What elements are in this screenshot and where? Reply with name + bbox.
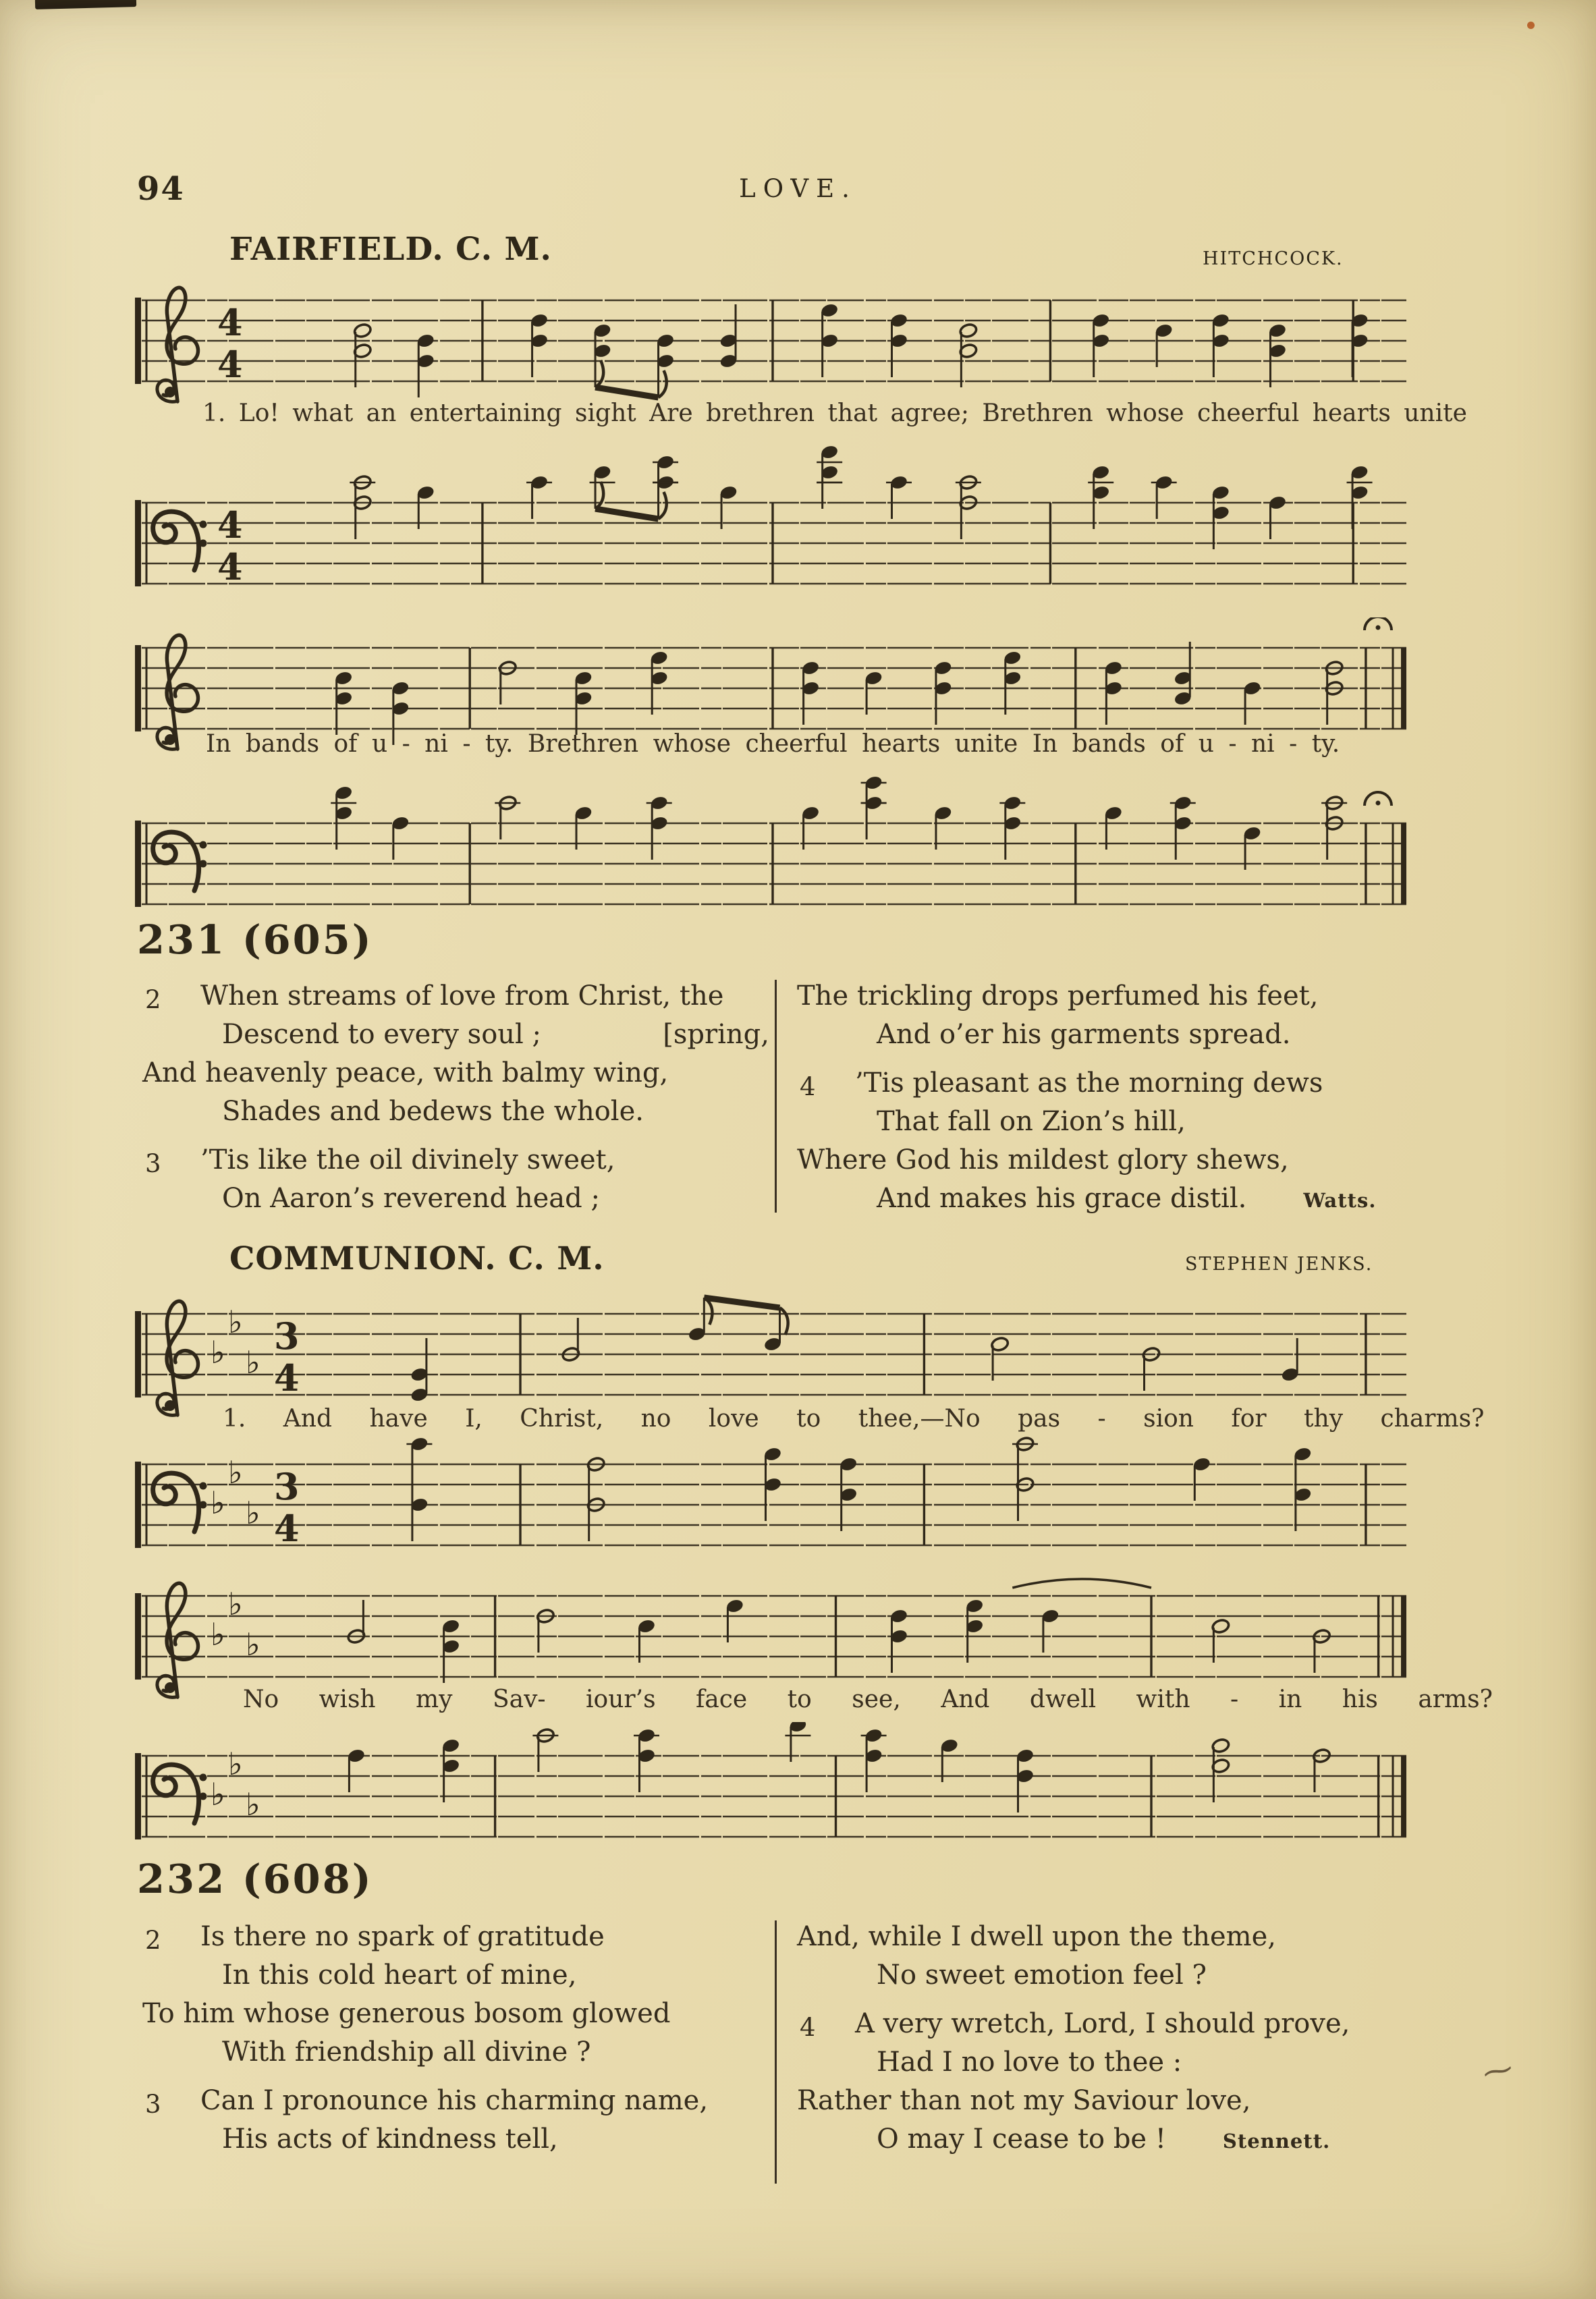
verse-column-left-231 <box>138 977 769 1218</box>
composer-communion: STEPHEN JENKS. <box>1185 1254 1373 1275</box>
svg-text:♭: ♭ <box>228 1746 243 1782</box>
orange-spot <box>1527 22 1535 29</box>
verse-text: And, while I dwell upon the theme, <box>797 1921 1276 1952</box>
music-staff-bass-4 <box>135 1722 1410 1874</box>
svg-text:♭: ♭ <box>228 1304 243 1340</box>
svg-text:3: 3 <box>274 1314 300 1358</box>
svg-text:4: 4 <box>217 343 243 386</box>
verse-line <box>793 2120 1461 2161</box>
verse-column-right-231 <box>793 977 1461 1220</box>
verse-text: In this cold heart of mine, <box>222 1960 577 1991</box>
music-staff-bass-2 <box>135 766 1410 921</box>
svg-text:4: 4 <box>274 1356 300 1400</box>
ink-squiggle: ⁓ <box>1479 2051 1516 2091</box>
verse-line <box>793 1956 1461 1995</box>
verse-text: And heavenly peace, with balmy wing, <box>142 1057 669 1088</box>
page-number: 94 <box>137 170 185 208</box>
verse-line <box>138 1092 769 1131</box>
running-head: LOVE. <box>739 174 857 203</box>
verse-line <box>138 1054 769 1092</box>
verse-text: Where God his mildest glory shews, <box>797 1144 1289 1175</box>
verse-number: 3 <box>145 2090 161 2119</box>
svg-text:♭: ♭ <box>228 1586 243 1622</box>
verse-number: 4 <box>800 1072 816 1101</box>
svg-text:4: 4 <box>217 301 243 344</box>
verse-number: 2 <box>145 1926 161 1955</box>
svg-text:♭: ♭ <box>211 1334 225 1370</box>
music-staff-treble-3 <box>135 1283 1410 1424</box>
verse-text: Rather than not my Saviour love, <box>797 2085 1251 2116</box>
verse-line <box>138 1995 769 2033</box>
verse-text: And o’er his garments spread. <box>877 1019 1291 1050</box>
verse-text: A very wretch, Lord, I should prove, <box>855 2008 1350 2039</box>
verse-line <box>138 1956 769 1995</box>
svg-text:♭: ♭ <box>246 1786 260 1823</box>
svg-text:♭: ♭ <box>228 1454 243 1491</box>
tune-title-communion: COMMUNION. C. M. <box>229 1240 605 1277</box>
lyric-line-3: 1. And have I, Christ, no love to thee,—No pas - sion for thy charms? <box>223 1405 1485 1433</box>
lyric-line-4: No wish my Sav- iour’s face to see, And dwell with - in his arms? <box>243 1686 1493 1713</box>
hymn-number-231: 231 (605) <box>137 916 373 963</box>
verse-line <box>793 2082 1461 2120</box>
verse-line <box>793 1180 1461 1220</box>
verse-line <box>138 1141 769 1180</box>
verse-text: When streams of love from Christ, the <box>200 980 724 1012</box>
svg-text:4: 4 <box>217 545 243 588</box>
verse-text: Can I pronounce his charming name, <box>200 2085 709 2116</box>
svg-text:4: 4 <box>274 1507 300 1550</box>
verse-line <box>138 1180 769 1218</box>
verse-text: Shades and bedews the whole. <box>222 1096 644 1127</box>
lyric-line-2: In bands of u - ni - ty. Brethren whose cheerful hearts unite In bands of u - ni - ty. <box>206 730 1340 758</box>
verse-line <box>138 2033 769 2072</box>
verse-line <box>138 2120 769 2159</box>
svg-text:♭: ♭ <box>246 1344 260 1381</box>
verse-text: ’Tis pleasant as the morning dews <box>855 1068 1323 1099</box>
verse-number: 3 <box>145 1149 161 1178</box>
hymn-number-232: 232 (608) <box>137 1856 373 1902</box>
verse-number: 4 <box>800 2013 816 2042</box>
verse-line <box>793 1064 1461 1103</box>
music-staff-bass-3 <box>135 1431 1410 1579</box>
verse-line <box>138 1016 769 1054</box>
column-divider-232 <box>775 1920 777 2184</box>
svg-text:♭: ♭ <box>211 1616 225 1653</box>
verse-line <box>793 2043 1461 2082</box>
verse-text: ’Tis like the oil divinely sweet, <box>200 1144 615 1175</box>
author-credit: Watts. <box>1303 1189 1377 1212</box>
verse-line <box>138 2082 769 2120</box>
verse-number: 2 <box>145 985 161 1014</box>
verse-line <box>138 977 769 1016</box>
verse-carryover: [spring, <box>663 1019 769 1050</box>
lyric-line-1: 1. Lo! what an entertaining sight Are brethren that agree; Brethren whose cheerful hearts unite <box>202 399 1467 427</box>
svg-text:♭: ♭ <box>246 1495 260 1531</box>
verse-column-right-232 <box>793 1918 1461 2161</box>
verse-text: Descend to every soul ; <box>222 1019 542 1050</box>
verse-text: On Aaron’s reverend head ; <box>222 1183 600 1214</box>
verse-line <box>793 1141 1461 1180</box>
verse-text: Is there no spark of gratitude <box>200 1921 605 1952</box>
composer-fairfield: HITCHCOCK. <box>1203 248 1344 269</box>
verse-text: With friendship all divine ? <box>222 2037 591 2068</box>
verse-text: That fall on Zion’s hill, <box>877 1106 1186 1137</box>
verse-text: O may I cease to be ! <box>877 2124 1166 2155</box>
music-staff-bass-1 <box>135 442 1410 601</box>
verse-line <box>793 1103 1461 1141</box>
music-staff-treble-1 <box>135 273 1410 418</box>
verse-line <box>793 1016 1461 1054</box>
tune-title-fairfield: FAIRFIELD. C. M. <box>229 231 552 268</box>
verse-text: The trickling drops perfumed his feet, <box>797 980 1319 1012</box>
svg-text:4: 4 <box>217 503 243 547</box>
verse-text: To him whose generous bosom glowed <box>142 1998 671 2029</box>
author-credit: Stennett. <box>1222 2130 1331 2153</box>
verse-column-left-232 <box>138 1918 769 2159</box>
verse-text: And makes his grace distil. <box>877 1183 1247 1214</box>
svg-text:3: 3 <box>274 1465 300 1508</box>
verse-line <box>793 977 1461 1016</box>
svg-text:♭: ♭ <box>211 1485 225 1521</box>
svg-text:♭: ♭ <box>211 1776 225 1812</box>
verse-line <box>793 1918 1461 1956</box>
scan-edge-mark <box>35 0 136 9</box>
verse-text: His acts of kindness tell, <box>222 2124 558 2155</box>
svg-text:♭: ♭ <box>246 1626 260 1663</box>
verse-text: Had I no love to thee : <box>877 2047 1182 2078</box>
verse-line <box>138 1918 769 1956</box>
verse-line <box>793 2005 1461 2043</box>
column-divider-231 <box>775 980 777 1213</box>
verse-text: No sweet emotion feel ? <box>877 1960 1207 1991</box>
